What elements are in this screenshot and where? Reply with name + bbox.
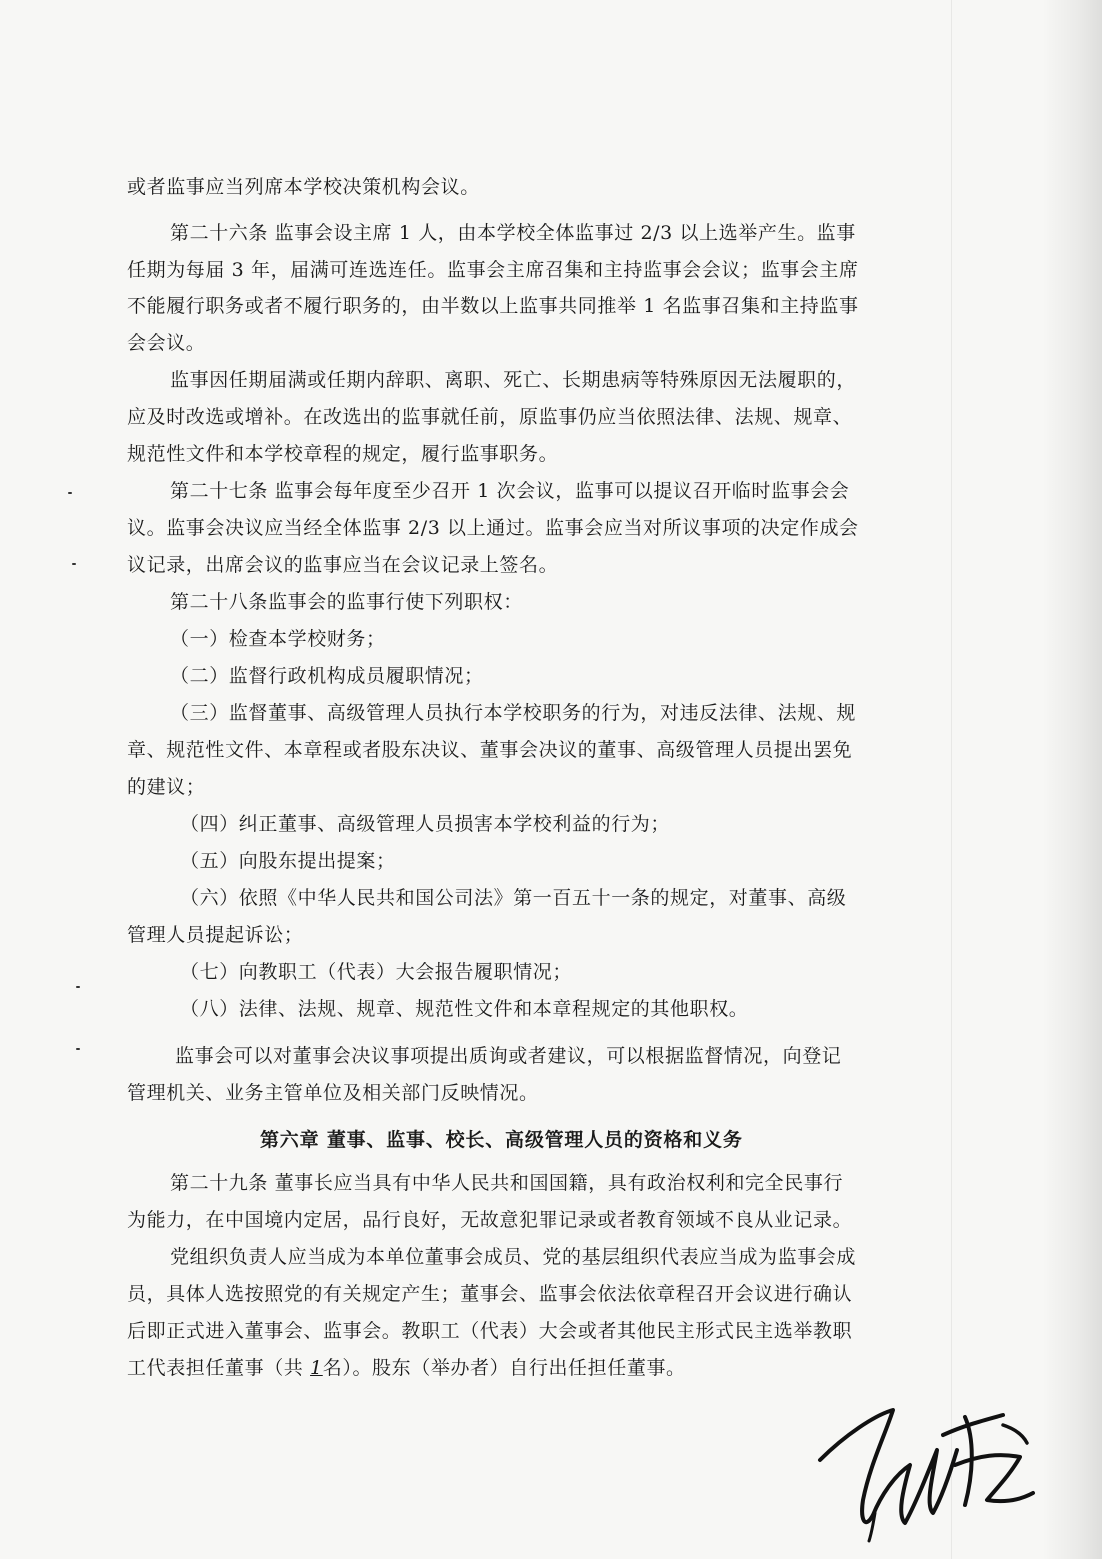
text-line: 或者监事应当列席本学校决策机构会议。	[127, 176, 480, 198]
text-line: 为能力，在中国境内定居，品行良好，无故意犯罪记录或者教育领域不良从业记录。	[127, 1209, 853, 1231]
chapter-heading: 第六章 董事、监事、校长、高级管理人员的资格和义务	[260, 1129, 743, 1151]
text-line: 第二十九条 董事长应当具有中华人民共和国国籍，具有政治权利和完全民事行	[170, 1172, 844, 1194]
text-line: 任期为每届 3 年，届满可连选连任。监事会主席召集和主持监事会会议；监事会主席	[127, 259, 859, 281]
text-line: （三）监督董事、高级管理人员执行本学校职务的行为，对违反法律、法规、规	[170, 702, 857, 724]
text-line: （四）纠正董事、高级管理人员损害本学校利益的行为；	[180, 813, 671, 835]
text-line: 监事因任期届满或任期内辞职、离职、死亡、长期患病等特殊原因无法履职的，	[170, 369, 857, 391]
text-line: 员，具体人选按照党的有关规定产生；董事会、监事会依法依章程召开会议进行确认	[127, 1283, 853, 1305]
handwritten-signature-icon	[815, 1395, 1055, 1545]
text-segment: 名）。股东（举办者）自行出任担任董事。	[322, 1357, 686, 1379]
text-line: 议。监事会决议应当经全体监事 2/3 以上通过。监事会应当对所议事项的决定作成会	[127, 517, 859, 539]
text-line: 议记录，出席会议的监事应当在会议记录上签名。	[127, 554, 559, 576]
text-line: 管理人员提起诉讼；	[127, 924, 304, 946]
handwritten-number: 1	[310, 1357, 323, 1379]
scan-line	[951, 0, 952, 1559]
text-line: （二）监督行政机构成员履职情况；	[170, 665, 484, 687]
text-line: 规范性文件和本学校章程的规定，履行监事职务。	[127, 443, 559, 465]
text-line: 章、规范性文件、本章程或者股东决议、董事会决议的董事、高级管理人员提出罢免	[127, 739, 853, 761]
text-line: 的建议；	[127, 776, 206, 798]
text-line: 会会议。	[127, 332, 206, 354]
text-line: （八）法律、法规、规章、规范性文件和本章程规定的其他职权。	[180, 998, 749, 1020]
text-line: 监事会可以对董事会决议事项提出质询或者建议，可以根据监督情况，向登记	[175, 1045, 842, 1067]
text-line: （六）依照《中华人民共和国公司法》第一百五十一条的规定，对董事、高级	[180, 887, 847, 909]
text-line: 应及时改选或增补。在改选出的监事就任前，原监事仍应当依照法律、法规、规章、	[127, 406, 853, 428]
text-line: 后即正式进入董事会、监事会。教职工（代表）大会或者其他民主形式民主选举教职	[127, 1320, 853, 1342]
text-line: 党组织负责人应当成为本单位董事会成员、党的基层组织代表应当成为监事会成	[170, 1246, 857, 1268]
text-line: 不能履行职务或者不履行职务的，由半数以上监事共同推举 1 名监事召集和主持监事	[127, 295, 859, 317]
text-line: 第二十八条监事会的监事行使下列职权：	[170, 591, 523, 613]
text-line-last	[127, 1355, 686, 1381]
scan-speck	[76, 986, 80, 988]
text-line: 第二十六条 监事会设主席 1 人，由本学校全体监事过 2/3 以上选举产生。监事	[170, 222, 856, 244]
scan-shadow	[1042, 0, 1102, 1559]
text-line: （一）检查本学校财务；	[170, 628, 386, 650]
text-line: （五）向股东提出提案；	[180, 850, 396, 872]
text-line: 第二十七条 监事会每年度至少召开 1 次会议，监事可以提议召开临时监事会会	[170, 480, 850, 502]
text-segment: 工代表担任董事（共	[127, 1357, 311, 1379]
text-line: （七）向教职工（代表）大会报告履职情况；	[180, 961, 573, 983]
scan-speck	[76, 1048, 80, 1050]
text-line: 管理机关、业务主管单位及相关部门反映情况。	[127, 1082, 539, 1104]
scan-speck	[72, 563, 76, 565]
scan-speck	[68, 492, 72, 494]
